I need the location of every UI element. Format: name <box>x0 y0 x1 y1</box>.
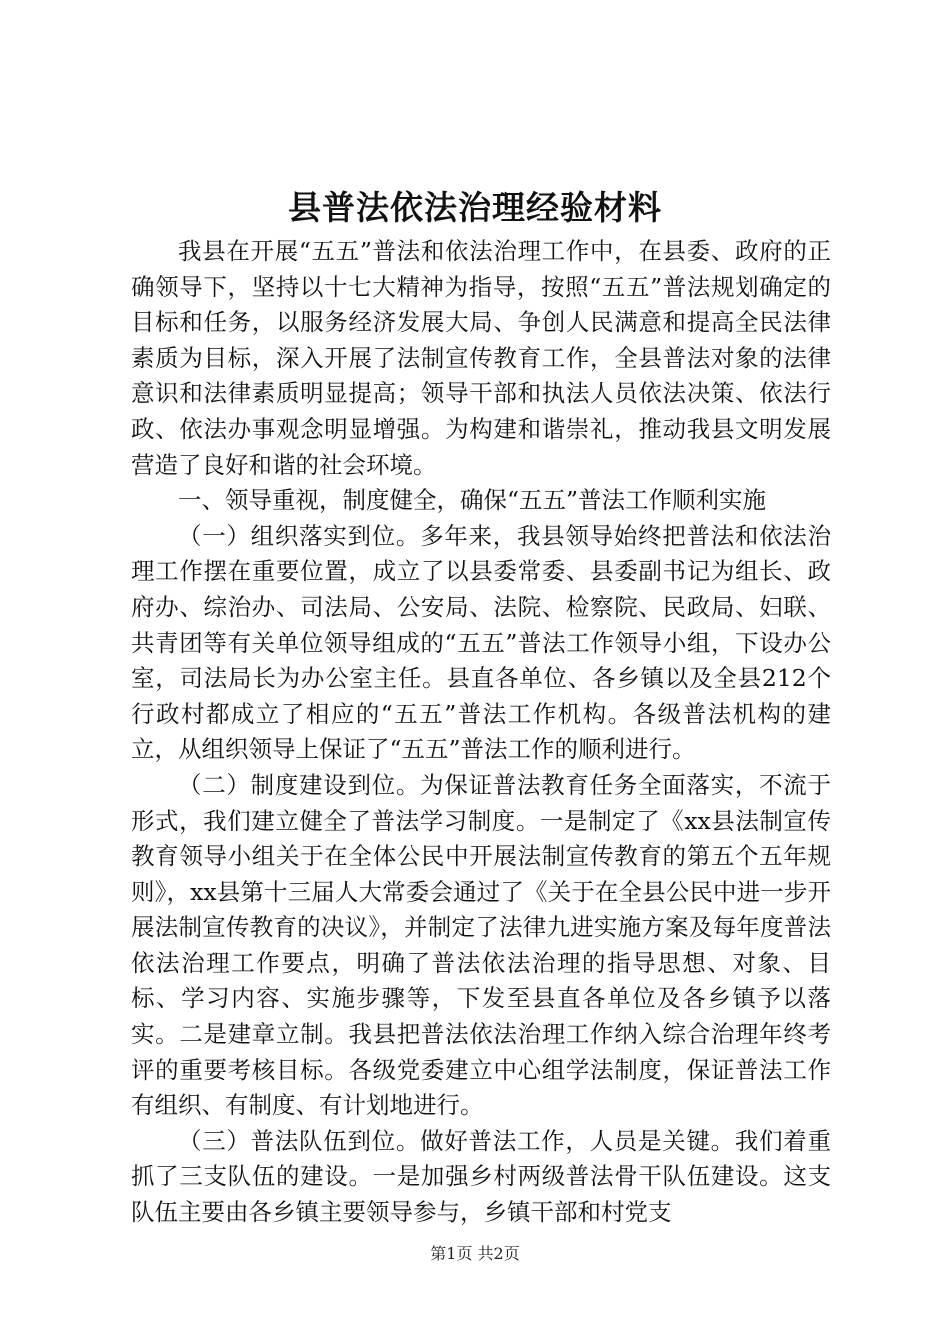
paragraph-organization: （一）组织落实到位。多年来，我县领导始终把普法和依法治理工作摆在重要位置，成立了以县委常委、县委副书记为组长、政府办、综治办、司法局、公安局、法院、检察院、民政局、妇联、共青团等有关单位领导组成的“五五”普法工作领导小组，下设办公室，司法局长为办公室主任。县直各单位、各乡镇以及全县212个行政村都成立了相应的“五五”普法工作机构。各级普法机构的建立，从组织领导上保证了“五五”普法工作的顺利进行。 <box>131 521 831 764</box>
document-title: 县普法依法治理经验材料 <box>288 188 662 227</box>
paragraph-intro: 我县在开展“五五”普法和依法治理工作中，在县委、政府的正确领导下，坚持以十七大精神为指导，按照“五五”普法规划确定的目标和任务，以服务经济发展大局、争创人民满意和提高全民法律素质为目标，深入开展了法制宣传教育工作，全县普法对象的法律意识和法律素质明显提高；领导干部和执法人员依法决策、依法行政、依法办事观念明显增强。为构建和谐崇礼，推动我县文明发展营造了良好和谐的社会环境。 <box>131 237 831 479</box>
paragraph-team: （三）普法队伍到位。做好普法工作，人员是关键。我们着重抓了三支队伍的建设。一是加强乡村两级普法骨干队伍建设。这支队伍主要由各乡镇主要领导参与，乡镇干部和村党支 <box>131 1126 831 1227</box>
paragraph-system: （二）制度建设到位。为保证普法教育任务全面落实，不流于形式，我们建立健全了普法学习制度。一是制定了《xx县法制宣传教育领导小组关于在全体公民中开展法制宣传教育的第五个五年规则》，xx县第十三届人大常委会通过了《关于在全县公民中进一步开展法制宣传教育的决议》，并制定了法律九进实施方案及每年度普法依法治理工作要点，明确了普法依法治理的指导思想、对象、目标、学习内容、实施步骤等，下发至县直各单位及各乡镇予以落实。二是建章立制。我县把普法依法治理工作纳入综合治理年终考评的重要考核目标。各级党委建立中心组学法制度，保证普法工作有组织、有制度、有计划地进行。 <box>131 770 831 1120</box>
section-heading-1: 一、领导重视，制度健全，确保“五五”普法工作顺利实施 <box>178 486 767 515</box>
page-footer: 第1页 共2页 <box>430 1244 520 1263</box>
document-body <box>131 234 831 1231</box>
